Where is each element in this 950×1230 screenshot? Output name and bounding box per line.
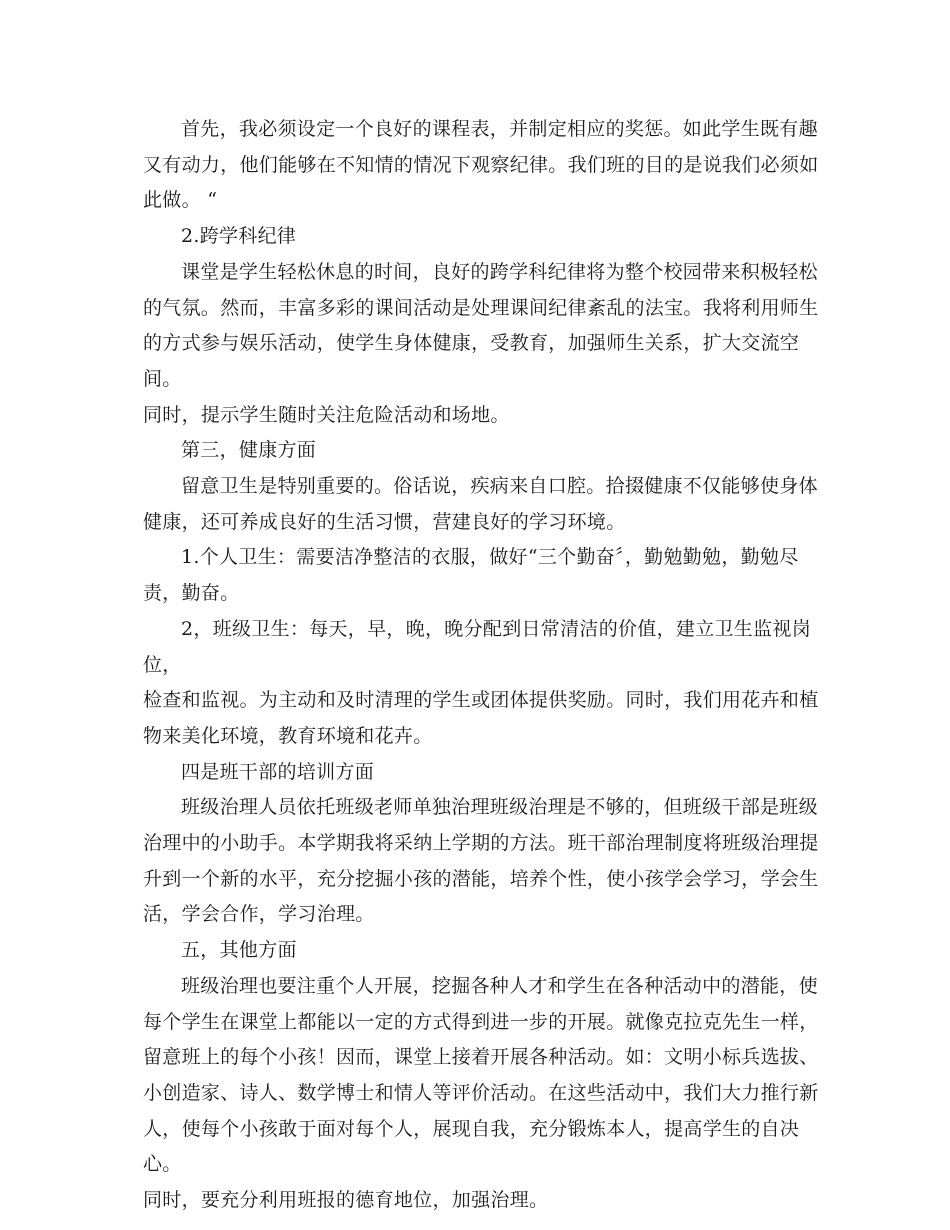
document-body — [143, 112, 823, 1219]
heading-class-cadre-training: 四是班干部的培训方面 — [181, 760, 375, 783]
paragraph-other-aspects: 班级治理也要注重个人开展，挖掘各种人才和学生在各种活动中的潜能，使 每个学生在课堂上都能以一定的方式得到进一步的开展。就像克拉克先生一样， 留意班上的每个小孩！因而，课堂上接着开展各种活动。如：文明小标兵选拔、 小创造家、诗人、数学博士和情人等评价活动。在这些活动中，我们大力推行新 人，使每个小孩敢于面对每个人，展现自我，充分锻炼本人，提高学生的自决心。 同时，要充分利用班报的德育地位，加强治理。 — [143, 974, 819, 1212]
heading-interclass-discipline: 2.跨学科纪律 — [181, 225, 297, 248]
paragraph-hygiene-intro: 留意卫生是特别重要的。俗话说，疾病来自口腔。拾掇健康不仅能够使身体 健康，还可养成良好的生活习惯，营建良好的学习环境。 — [143, 475, 818, 533]
heading-health: 第三，健康方面 — [181, 439, 317, 462]
paragraph-class-hygiene: 2，班级卫生：每天，早，晚，晚分配到日常清洁的价值，建立卫生监视岗位， 检查和监视。为主动和及时清理的学生或团体提供奖励。同时，我们用花卉和植 物来美化环境，教育环境和花卉。 — [143, 617, 819, 747]
heading-other-aspects: 五，其他方面 — [181, 939, 297, 962]
paragraph-personal-hygiene: 1.个人卫生：需要洁净整洁的衣服，做好“三个勤奋〞，勤勉勤勉，勤勉尽 责，勤奋。 — [143, 546, 799, 605]
paragraph-discipline-schedule: 首先，我必须设定一个良好的课程表，并制定相应的奖惩。如此学生既有趣 又有动力，他们能够在不知情的情况下观察纪律。我们班的目的是说我们必须如 此做。 “ — [143, 118, 819, 212]
paragraph-break-activities: 课堂是学生轻松休息的时间，良好的跨学科纪律将为整个校园带来积极轻松 的气氛。然而，丰富多彩的课间活动是处理课间纪律紊乱的法宝。我将利用师生 的方式参与娱乐活动，使学生身体健康，受教育，加强师生关系，扩大交流空间。 同时，提示学生随时关注危险活动和场地。 — [143, 260, 819, 426]
paragraph-class-cadre: 班级治理人员依托班级老师单独治理班级治理是不够的，但班级干部是班级 治理中的小助手。本学期我将采纳上学期的方法。班干部治理制度将班级治理提 升到一个新的水平，充分挖掘小孩的潜能，培养个性，使小孩学会学习，学会生 活，学会合作，学习治理。 — [143, 796, 819, 926]
